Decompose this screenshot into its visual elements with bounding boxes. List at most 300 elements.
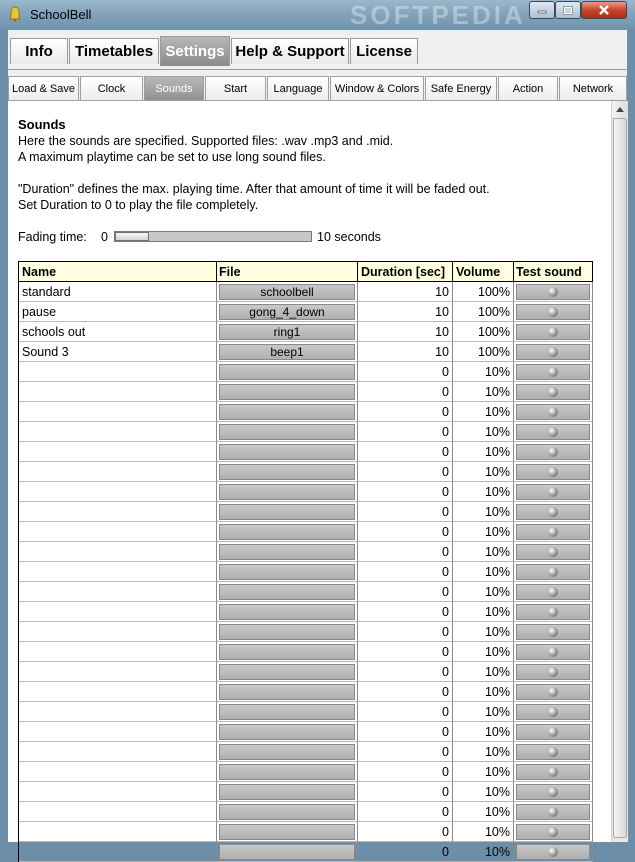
table-row[interactable] xyxy=(19,722,593,742)
choose-file-button[interactable] xyxy=(219,604,355,620)
volume-cell[interactable]: 10% xyxy=(453,842,514,862)
table-row[interactable] xyxy=(19,782,593,802)
test-sound-button[interactable] xyxy=(516,504,590,520)
tab-settings[interactable]: Settings xyxy=(160,36,230,66)
duration-cell[interactable]: 0 xyxy=(358,782,453,802)
duration-cell[interactable]: 0 xyxy=(358,382,453,402)
duration-cell[interactable]: 0 xyxy=(358,842,453,862)
volume-cell[interactable]: 10% xyxy=(453,442,514,462)
choose-file-button[interactable] xyxy=(219,824,355,840)
choose-file-button[interactable] xyxy=(219,744,355,760)
duration-cell[interactable]: 0 xyxy=(358,522,453,542)
duration-cell[interactable]: 0 xyxy=(358,362,453,382)
choose-file-button[interactable] xyxy=(219,704,355,720)
minimize-button[interactable] xyxy=(529,1,555,19)
table-row[interactable] xyxy=(19,522,593,542)
duration-cell[interactable]: 10 xyxy=(358,322,453,342)
column-header-name[interactable]: Name xyxy=(19,262,217,282)
speaker-icon xyxy=(548,307,558,317)
table-row[interactable] xyxy=(19,462,593,482)
fading-time-label: Fading time: xyxy=(18,230,87,244)
test-cell xyxy=(514,402,593,422)
test-sound-button[interactable] xyxy=(516,784,590,800)
vertical-scrollbar[interactable] xyxy=(611,101,628,842)
table-row[interactable] xyxy=(19,422,593,442)
subtab-action[interactable]: Action xyxy=(498,76,558,100)
sound-name-cell[interactable] xyxy=(19,682,217,702)
file-cell xyxy=(217,522,358,542)
duration-cell[interactable]: 0 xyxy=(358,442,453,462)
test-sound-button[interactable] xyxy=(516,764,590,780)
file-cell xyxy=(217,562,358,582)
choose-file-button[interactable]: schoolbell xyxy=(219,284,355,300)
speaker-icon xyxy=(548,367,558,377)
table-row[interactable] xyxy=(19,322,593,342)
test-cell xyxy=(514,562,593,582)
description-line: "Duration" defines the max. playing time. After that amount of time it will be faded out. xyxy=(18,182,490,196)
choose-file-button[interactable] xyxy=(219,784,355,800)
duration-cell[interactable]: 0 xyxy=(358,602,453,622)
test-cell xyxy=(514,422,593,442)
sound-name-cell[interactable] xyxy=(19,542,217,562)
volume-cell[interactable]: 100% xyxy=(453,282,514,302)
test-sound-button[interactable] xyxy=(516,324,590,340)
test-cell xyxy=(514,462,593,482)
duration-cell[interactable]: 0 xyxy=(358,502,453,522)
sound-name-cell[interactable] xyxy=(19,622,217,642)
test-cell xyxy=(514,582,593,602)
duration-cell[interactable]: 0 xyxy=(358,562,453,582)
subtab-network[interactable]: Network xyxy=(559,76,627,100)
choose-file-button[interactable] xyxy=(219,624,355,640)
volume-cell[interactable]: 100% xyxy=(453,342,514,362)
table-row[interactable] xyxy=(19,822,593,842)
file-cell xyxy=(217,782,358,802)
duration-cell[interactable]: 0 xyxy=(358,702,453,722)
table-row[interactable] xyxy=(19,662,593,682)
choose-file-button[interactable] xyxy=(219,764,355,780)
duration-cell[interactable]: 0 xyxy=(358,722,453,742)
speaker-icon xyxy=(548,427,558,437)
test-cell xyxy=(514,322,593,342)
sound-name-cell[interactable] xyxy=(19,762,217,782)
sound-name-cell[interactable]: standard xyxy=(19,282,217,302)
speaker-icon xyxy=(548,667,558,677)
client-area xyxy=(8,30,627,859)
test-sound-button[interactable] xyxy=(516,704,590,720)
tab-timetables[interactable]: Timetables xyxy=(69,38,159,64)
bell-icon xyxy=(9,6,21,22)
volume-cell[interactable]: 10% xyxy=(453,422,514,442)
volume-cell[interactable]: 10% xyxy=(453,682,514,702)
sound-name-cell[interactable] xyxy=(19,422,217,442)
table-row[interactable] xyxy=(19,802,593,822)
tab-divider xyxy=(8,69,627,70)
sub-tab-bar xyxy=(8,76,627,100)
table-row[interactable] xyxy=(19,302,593,322)
volume-cell[interactable]: 10% xyxy=(453,802,514,822)
duration-cell[interactable]: 0 xyxy=(358,622,453,642)
test-sound-button[interactable] xyxy=(516,804,590,820)
choose-file-button[interactable] xyxy=(219,384,355,400)
test-cell xyxy=(514,522,593,542)
column-header-volume[interactable]: Volume xyxy=(453,262,514,282)
speaker-icon xyxy=(548,687,558,697)
test-cell xyxy=(514,362,593,382)
test-cell xyxy=(514,302,593,322)
file-cell xyxy=(217,722,358,742)
watermark-logo: SOFTPEDIA xyxy=(350,0,526,30)
sound-name-cell[interactable] xyxy=(19,442,217,462)
sound-name-cell[interactable] xyxy=(19,702,217,722)
file-cell xyxy=(217,482,358,502)
sounds-table xyxy=(18,261,593,862)
test-cell xyxy=(514,382,593,402)
test-sound-button[interactable] xyxy=(516,344,590,360)
volume-cell[interactable]: 10% xyxy=(453,622,514,642)
section-heading: Sounds xyxy=(18,117,66,132)
sound-name-cell[interactable] xyxy=(19,662,217,682)
choose-file-button[interactable] xyxy=(219,364,355,380)
test-cell xyxy=(514,742,593,762)
speaker-icon xyxy=(548,287,558,297)
choose-file-button[interactable] xyxy=(219,644,355,660)
duration-cell[interactable]: 0 xyxy=(358,422,453,442)
test-sound-button[interactable] xyxy=(516,404,590,420)
file-cell xyxy=(217,542,358,562)
speaker-icon xyxy=(548,487,558,497)
speaker-icon xyxy=(548,447,558,457)
duration-cell[interactable]: 0 xyxy=(358,642,453,662)
volume-cell[interactable]: 10% xyxy=(453,362,514,382)
speaker-icon xyxy=(548,707,558,717)
test-cell xyxy=(514,482,593,502)
test-sound-button[interactable] xyxy=(516,544,590,560)
duration-cell[interactable]: 0 xyxy=(358,802,453,822)
speaker-icon xyxy=(548,507,558,517)
test-cell xyxy=(514,842,593,862)
file-cell xyxy=(217,442,358,462)
speaker-icon xyxy=(548,827,558,837)
speaker-icon xyxy=(548,727,558,737)
chevron-up-icon xyxy=(616,107,624,112)
test-sound-button[interactable] xyxy=(516,364,590,380)
sound-name-cell[interactable] xyxy=(19,722,217,742)
volume-cell[interactable]: 100% xyxy=(453,322,514,342)
sound-name-cell[interactable]: pause xyxy=(19,302,217,322)
test-cell xyxy=(514,282,593,302)
maximize-button[interactable] xyxy=(555,1,581,19)
choose-file-button[interactable] xyxy=(219,724,355,740)
duration-cell[interactable]: 10 xyxy=(358,282,453,302)
test-cell xyxy=(514,662,593,682)
test-cell xyxy=(514,542,593,562)
choose-file-button[interactable] xyxy=(219,464,355,480)
fading-min-label: 0 xyxy=(101,230,108,244)
subtab-clock[interactable]: Clock xyxy=(80,76,143,100)
volume-cell[interactable]: 10% xyxy=(453,482,514,502)
duration-cell[interactable]: 0 xyxy=(358,462,453,482)
table-row[interactable] xyxy=(19,762,593,782)
subtab-window-colors[interactable]: Window & Colors xyxy=(330,76,424,100)
duration-cell[interactable]: 0 xyxy=(358,762,453,782)
volume-cell[interactable]: 10% xyxy=(453,462,514,482)
subtab-load-save[interactable]: Load & Save xyxy=(8,76,79,100)
duration-cell[interactable]: 0 xyxy=(358,662,453,682)
duration-cell[interactable]: 0 xyxy=(358,682,453,702)
duration-cell[interactable]: 0 xyxy=(358,542,453,562)
scroll-up-button[interactable] xyxy=(612,101,628,117)
tab-help-support[interactable]: Help & Support xyxy=(231,38,349,64)
sound-name-cell[interactable] xyxy=(19,822,217,842)
close-icon xyxy=(598,5,610,15)
test-sound-button[interactable] xyxy=(516,624,590,640)
choose-file-button[interactable] xyxy=(219,664,355,680)
choose-file-button[interactable] xyxy=(219,684,355,700)
sound-name-cell[interactable] xyxy=(19,842,217,862)
test-sound-button[interactable] xyxy=(516,644,590,660)
speaker-icon xyxy=(548,527,558,537)
volume-cell[interactable]: 10% xyxy=(453,562,514,582)
test-cell xyxy=(514,822,593,842)
duration-cell[interactable]: 0 xyxy=(358,822,453,842)
test-sound-button[interactable] xyxy=(516,284,590,300)
choose-file-button[interactable]: beep1 xyxy=(219,344,355,360)
volume-cell[interactable]: 10% xyxy=(453,542,514,562)
test-sound-button[interactable] xyxy=(516,304,590,320)
volume-cell[interactable]: 10% xyxy=(453,762,514,782)
table-row[interactable] xyxy=(19,842,593,862)
test-sound-button[interactable] xyxy=(516,684,590,700)
choose-file-button[interactable]: gong_4_down xyxy=(219,304,355,320)
description-line: A maximum playtime can be set to use long sound files. xyxy=(18,150,326,164)
speaker-icon xyxy=(548,607,558,617)
test-sound-button[interactable] xyxy=(516,564,590,580)
file-cell xyxy=(217,362,358,382)
sound-name-cell[interactable] xyxy=(19,382,217,402)
duration-cell[interactable]: 10 xyxy=(358,342,453,362)
file-cell xyxy=(217,382,358,402)
volume-cell[interactable]: 10% xyxy=(453,502,514,522)
minimize-icon xyxy=(537,6,547,14)
speaker-icon xyxy=(548,587,558,597)
subtab-safe-energy[interactable]: Safe Energy xyxy=(425,76,497,100)
maximize-icon xyxy=(563,6,573,15)
file-cell xyxy=(217,702,358,722)
volume-cell[interactable]: 10% xyxy=(453,822,514,842)
test-cell xyxy=(514,442,593,462)
speaker-icon xyxy=(548,747,558,757)
title-bar[interactable] xyxy=(0,0,635,30)
table-row[interactable] xyxy=(19,582,593,602)
volume-cell[interactable]: 10% xyxy=(453,602,514,622)
choose-file-button[interactable] xyxy=(219,424,355,440)
duration-cell[interactable]: 0 xyxy=(358,402,453,422)
choose-file-button[interactable] xyxy=(219,584,355,600)
sound-name-cell[interactable] xyxy=(19,642,217,662)
volume-cell[interactable]: 10% xyxy=(453,662,514,682)
test-cell xyxy=(514,502,593,522)
test-cell xyxy=(514,342,593,362)
file-cell xyxy=(217,302,358,322)
scrollbar-thumb[interactable] xyxy=(613,118,627,838)
speaker-icon xyxy=(548,627,558,637)
test-cell xyxy=(514,622,593,642)
duration-cell[interactable]: 10 xyxy=(358,302,453,322)
speaker-icon xyxy=(548,387,558,397)
sound-name-cell[interactable] xyxy=(19,482,217,502)
choose-file-button[interactable] xyxy=(219,844,355,860)
table-row[interactable] xyxy=(19,602,593,622)
choose-file-button[interactable]: ring1 xyxy=(219,324,355,340)
sound-name-cell[interactable] xyxy=(19,362,217,382)
speaker-icon xyxy=(548,407,558,417)
test-cell xyxy=(514,762,593,782)
table-row[interactable] xyxy=(19,282,593,302)
sound-name-cell[interactable] xyxy=(19,462,217,482)
main-tab-bar xyxy=(8,34,627,66)
table-row[interactable] xyxy=(19,542,593,562)
table-row[interactable] xyxy=(19,622,593,642)
test-sound-button[interactable] xyxy=(516,524,590,540)
window-title: SchoolBell xyxy=(30,7,92,22)
file-cell xyxy=(217,582,358,602)
volume-cell[interactable]: 10% xyxy=(453,402,514,422)
test-sound-button[interactable] xyxy=(516,444,590,460)
table-row[interactable] xyxy=(19,702,593,722)
volume-cell[interactable]: 10% xyxy=(453,582,514,602)
table-header xyxy=(19,262,593,282)
subtab-language[interactable]: Language xyxy=(267,76,329,100)
choose-file-button[interactable] xyxy=(219,524,355,540)
test-cell xyxy=(514,682,593,702)
sound-name-cell[interactable]: schools out xyxy=(19,322,217,342)
file-cell xyxy=(217,602,358,622)
column-header-test-sound[interactable]: Test sound xyxy=(514,262,593,282)
sound-name-cell[interactable] xyxy=(19,802,217,822)
speaker-icon xyxy=(548,647,558,657)
file-cell xyxy=(217,742,358,762)
duration-cell[interactable]: 0 xyxy=(358,582,453,602)
column-header-duration[interactable]: Duration [sec] xyxy=(358,262,453,282)
choose-file-button[interactable] xyxy=(219,484,355,500)
sound-name-cell[interactable] xyxy=(19,402,217,422)
test-cell xyxy=(514,722,593,742)
file-cell xyxy=(217,842,358,862)
file-cell xyxy=(217,342,358,362)
table-row[interactable] xyxy=(19,402,593,422)
table-row[interactable] xyxy=(19,562,593,582)
file-cell xyxy=(217,642,358,662)
column-header-file[interactable]: File xyxy=(217,262,358,282)
file-cell xyxy=(217,502,358,522)
speaker-icon xyxy=(548,347,558,357)
slider-thumb[interactable] xyxy=(115,232,149,241)
table-row[interactable] xyxy=(19,382,593,402)
file-cell xyxy=(217,662,358,682)
speaker-icon xyxy=(548,807,558,817)
test-cell xyxy=(514,602,593,622)
file-cell xyxy=(217,622,358,642)
duration-cell[interactable]: 0 xyxy=(358,742,453,762)
file-cell xyxy=(217,282,358,302)
speaker-icon xyxy=(548,847,558,857)
test-sound-button[interactable] xyxy=(516,384,590,400)
subtab-sounds[interactable]: Sounds xyxy=(144,76,204,100)
sound-name-cell[interactable] xyxy=(19,782,217,802)
sound-name-cell[interactable] xyxy=(19,742,217,762)
volume-cell[interactable]: 10% xyxy=(453,722,514,742)
test-sound-button[interactable] xyxy=(516,824,590,840)
file-cell xyxy=(217,422,358,442)
table-row[interactable] xyxy=(19,502,593,522)
table-row[interactable] xyxy=(19,682,593,702)
choose-file-button[interactable] xyxy=(219,564,355,580)
volume-cell[interactable]: 10% xyxy=(453,742,514,762)
test-sound-button[interactable] xyxy=(516,664,590,680)
choose-file-button[interactable] xyxy=(219,444,355,460)
volume-cell[interactable]: 10% xyxy=(453,642,514,662)
test-sound-button[interactable] xyxy=(516,604,590,620)
sound-name-cell[interactable] xyxy=(19,602,217,622)
subtab-start[interactable]: Start xyxy=(205,76,266,100)
file-cell xyxy=(217,682,358,702)
sound-name-cell[interactable] xyxy=(19,522,217,542)
volume-cell[interactable]: 10% xyxy=(453,782,514,802)
choose-file-button[interactable] xyxy=(219,544,355,560)
table-row[interactable] xyxy=(19,482,593,502)
choose-file-button[interactable] xyxy=(219,404,355,420)
sound-name-cell[interactable] xyxy=(19,502,217,522)
sound-name-cell[interactable]: Sound 3 xyxy=(19,342,217,362)
tab-info[interactable]: Info xyxy=(10,38,68,64)
table-row[interactable] xyxy=(19,362,593,382)
table-row[interactable] xyxy=(19,342,593,362)
close-button[interactable] xyxy=(581,1,627,19)
test-sound-button[interactable] xyxy=(516,484,590,500)
description-line: Set Duration to 0 to play the file completely. xyxy=(18,198,259,212)
test-sound-button[interactable] xyxy=(516,744,590,760)
test-sound-button[interactable] xyxy=(516,584,590,600)
test-cell xyxy=(514,702,593,722)
sound-name-cell[interactable] xyxy=(19,562,217,582)
test-sound-button[interactable] xyxy=(516,464,590,480)
test-sound-button[interactable] xyxy=(516,424,590,440)
volume-cell[interactable]: 10% xyxy=(453,382,514,402)
tab-license[interactable]: License xyxy=(350,38,418,64)
choose-file-button[interactable] xyxy=(219,504,355,520)
duration-cell[interactable]: 0 xyxy=(358,482,453,502)
test-cell xyxy=(514,642,593,662)
speaker-icon xyxy=(548,327,558,337)
speaker-icon xyxy=(548,787,558,797)
table-row[interactable] xyxy=(19,442,593,462)
sound-name-cell[interactable] xyxy=(19,582,217,602)
speaker-icon xyxy=(548,767,558,777)
speaker-icon xyxy=(548,547,558,557)
test-sound-button[interactable] xyxy=(516,724,590,740)
sounds-panel xyxy=(8,100,627,859)
fading-time-slider[interactable] xyxy=(114,231,312,242)
volume-cell[interactable]: 10% xyxy=(453,522,514,542)
choose-file-button[interactable] xyxy=(219,804,355,820)
test-sound-button[interactable] xyxy=(516,844,590,860)
volume-cell[interactable]: 100% xyxy=(453,302,514,322)
volume-cell[interactable]: 10% xyxy=(453,702,514,722)
file-cell xyxy=(217,402,358,422)
table-row[interactable] xyxy=(19,742,593,762)
table-row[interactable] xyxy=(19,642,593,662)
